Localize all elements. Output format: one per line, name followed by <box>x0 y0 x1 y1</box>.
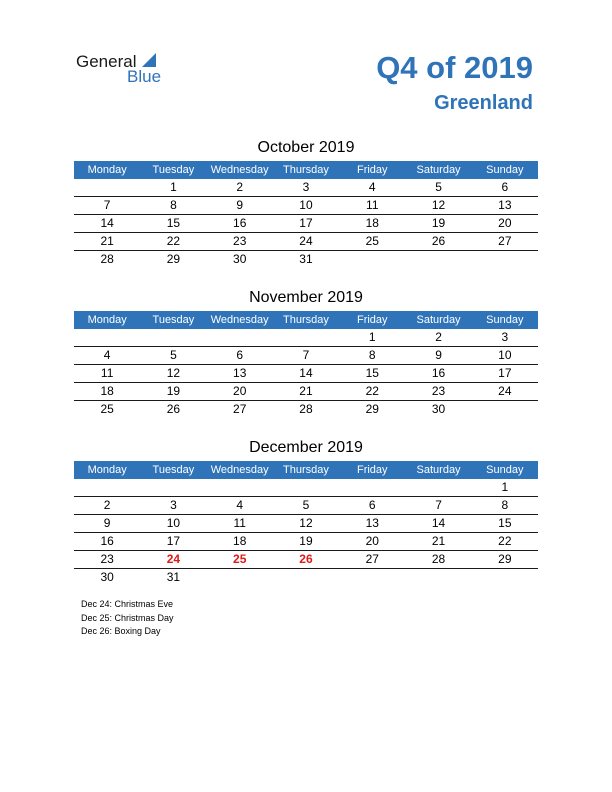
day-cell: 9 <box>103 516 111 530</box>
day-cell <box>140 329 206 346</box>
day-cell: 13 <box>365 516 379 530</box>
month-calendar-november <box>74 287 538 418</box>
day-cell: 22 <box>166 234 181 248</box>
weekday-header-row <box>74 161 538 179</box>
week-row <box>74 197 538 215</box>
day-cell: 8 <box>501 498 509 512</box>
week-row <box>74 479 538 497</box>
day-cell: 19 <box>166 384 181 398</box>
day-cell: 20 <box>365 534 379 548</box>
day-cell: 30 <box>431 402 446 416</box>
day-cell: 17 <box>299 216 313 230</box>
day-cell <box>273 479 339 496</box>
day-cell: 29 <box>166 252 181 266</box>
week-row <box>74 347 538 365</box>
week-row <box>74 233 538 251</box>
day-cell: 26 <box>299 552 313 566</box>
day-cell: 9 <box>435 348 442 362</box>
day-cell: 5 <box>170 348 177 362</box>
day-cell: 22 <box>498 534 512 548</box>
weekday-header-cell: Friday <box>356 164 388 176</box>
day-cell: 27 <box>365 552 379 566</box>
day-cell: 12 <box>431 198 446 212</box>
day-cell: 28 <box>431 552 446 566</box>
day-cell: 27 <box>498 234 512 248</box>
day-cell: 4 <box>368 180 376 194</box>
day-cell <box>339 251 405 268</box>
month-title: November 2019 <box>249 289 363 306</box>
week-row <box>74 401 538 418</box>
day-cell: 1 <box>501 480 509 494</box>
logo-blue-text: Blue <box>127 67 162 86</box>
day-cell: 6 <box>368 498 376 512</box>
day-cell: 17 <box>166 534 181 548</box>
weekday-header-cell: Monday <box>87 464 127 476</box>
day-cell: 13 <box>233 366 247 380</box>
weekday-header-cell: Wednesday <box>210 464 269 476</box>
weekday-header-cell: Tuesday <box>152 464 195 476</box>
day-cell <box>207 479 273 496</box>
day-cell <box>273 569 339 586</box>
day-cell: 14 <box>299 366 313 380</box>
day-cell: 28 <box>299 402 313 416</box>
day-cell: 11 <box>366 198 379 212</box>
day-cell: 18 <box>100 384 114 398</box>
weekday-header-cell: Monday <box>87 164 127 176</box>
day-cell: 5 <box>435 180 442 194</box>
week-row <box>74 215 538 233</box>
day-cell: 3 <box>302 180 310 194</box>
day-cell: 24 <box>498 384 512 398</box>
day-cell: 10 <box>498 348 512 362</box>
day-cell <box>472 569 538 586</box>
day-cell: 2 <box>103 498 111 512</box>
day-cell: 19 <box>431 216 446 230</box>
weekday-header-cell: Saturday <box>416 464 461 476</box>
day-cell: 7 <box>103 198 111 212</box>
day-cell: 4 <box>236 498 244 512</box>
day-cell <box>207 569 273 586</box>
day-cell: 2 <box>236 180 244 194</box>
day-cell: 24 <box>299 234 313 248</box>
holiday-note: Dec 26: Boxing Day <box>81 626 161 636</box>
day-cell: 15 <box>365 366 379 380</box>
day-cell: 26 <box>166 402 181 416</box>
day-cell: 10 <box>166 516 181 530</box>
day-cell: 22 <box>365 384 379 398</box>
month-calendar-december <box>74 437 538 586</box>
day-cell: 25 <box>365 234 379 248</box>
day-cell: 31 <box>299 252 313 266</box>
weekday-header-cell: Friday <box>356 314 388 326</box>
weekday-header-cell: Saturday <box>416 164 461 176</box>
day-cell: 17 <box>498 366 512 380</box>
day-cell: 29 <box>365 402 379 416</box>
holiday-notes <box>81 598 174 639</box>
day-cell: 26 <box>431 234 446 248</box>
page-title: Q4 of 2019 <box>376 50 533 85</box>
day-cell: 15 <box>166 216 181 230</box>
day-cell: 29 <box>498 552 512 566</box>
week-row <box>74 329 538 347</box>
day-cell: 6 <box>236 348 244 362</box>
day-cell: 23 <box>100 552 114 566</box>
day-cell <box>472 401 538 418</box>
day-cell: 25 <box>233 552 247 566</box>
month-calendar-october <box>74 137 538 268</box>
day-cell: 30 <box>233 252 247 266</box>
day-cell: 23 <box>431 384 446 398</box>
day-cell <box>405 251 471 268</box>
day-cell: 21 <box>431 534 446 548</box>
day-cell <box>339 569 405 586</box>
holiday-note: Dec 24: Christmas Eve <box>81 599 174 609</box>
day-cell: 16 <box>431 366 446 380</box>
day-cell: 7 <box>302 348 310 362</box>
day-cell: 15 <box>498 516 512 530</box>
weekday-header-row <box>74 311 538 329</box>
day-cell: 14 <box>100 216 114 230</box>
holiday-note: Dec 25: Christmas Day <box>81 612 174 623</box>
weekday-header-cell: Wednesday <box>210 164 269 176</box>
day-cell <box>273 329 339 346</box>
day-cell <box>405 569 471 586</box>
weekday-header-row <box>74 461 538 479</box>
weekday-header-cell: Saturday <box>416 314 461 326</box>
weekday-header-cell: Sunday <box>486 464 524 476</box>
day-cell: 11 <box>233 516 246 530</box>
day-cell: 24 <box>166 552 181 566</box>
day-cell: 23 <box>233 234 247 248</box>
day-cell: 1 <box>368 330 376 344</box>
day-cell <box>74 179 140 196</box>
day-cell: 18 <box>233 534 247 548</box>
day-cell: 3 <box>170 498 177 512</box>
day-cell: 20 <box>233 384 247 398</box>
week-row <box>74 497 538 515</box>
day-cell: 4 <box>103 348 111 362</box>
week-row <box>74 383 538 401</box>
weekday-header-cell: Friday <box>356 464 388 476</box>
day-cell: 16 <box>100 534 114 548</box>
day-cell: 1 <box>170 180 177 194</box>
day-cell: 30 <box>100 570 114 584</box>
day-cell: 8 <box>368 348 376 362</box>
day-cell: 12 <box>299 516 313 530</box>
day-cell: 7 <box>435 498 442 512</box>
day-cell <box>472 251 538 268</box>
weekday-header-cell: Tuesday <box>152 314 195 326</box>
day-cell: 27 <box>233 402 247 416</box>
day-cell <box>140 479 206 496</box>
day-cell: 25 <box>100 402 114 416</box>
logo-general-text: General <box>76 52 137 71</box>
weekday-header-cell: Sunday <box>486 314 524 326</box>
day-cell: 6 <box>501 180 509 194</box>
day-cell: 20 <box>498 216 512 230</box>
day-cell: 16 <box>233 216 247 230</box>
day-cell <box>74 479 140 496</box>
day-cell <box>405 479 471 496</box>
day-cell <box>207 329 273 346</box>
day-cell: 12 <box>166 366 181 380</box>
day-cell: 3 <box>501 330 509 344</box>
weekday-header-cell: Sunday <box>486 164 524 176</box>
weekday-header-cell: Thursday <box>283 314 329 326</box>
day-cell: 10 <box>299 198 313 212</box>
page-subtitle: Greenland <box>434 92 533 114</box>
weekday-header-cell: Thursday <box>283 164 329 176</box>
day-cell <box>74 329 140 346</box>
day-cell: 31 <box>166 570 181 584</box>
day-cell: 28 <box>100 252 114 266</box>
day-cell <box>339 479 405 496</box>
day-cell: 13 <box>498 198 512 212</box>
day-cell: 9 <box>236 198 244 212</box>
day-cell: 21 <box>299 384 313 398</box>
weekday-header-cell: Monday <box>87 314 127 326</box>
month-title: December 2019 <box>249 439 363 456</box>
day-cell: 11 <box>100 366 114 380</box>
day-cell: 8 <box>170 198 177 212</box>
day-cell: 5 <box>302 498 310 512</box>
week-row <box>74 179 538 197</box>
week-row <box>74 515 538 533</box>
day-cell: 2 <box>435 330 442 344</box>
logo-flag-icon <box>142 53 156 67</box>
month-title: October 2019 <box>257 139 355 156</box>
week-row <box>74 551 538 569</box>
week-row <box>74 533 538 551</box>
logo <box>76 52 176 88</box>
weekday-header-cell: Tuesday <box>152 164 195 176</box>
day-cell: 21 <box>100 234 114 248</box>
day-cell: 14 <box>431 516 446 530</box>
day-cell: 19 <box>299 534 313 548</box>
week-row <box>74 569 538 586</box>
weekday-header-cell: Wednesday <box>210 314 269 326</box>
week-row <box>74 251 538 268</box>
week-row <box>74 365 538 383</box>
weekday-header-cell: Thursday <box>283 464 329 476</box>
day-cell: 18 <box>365 216 379 230</box>
